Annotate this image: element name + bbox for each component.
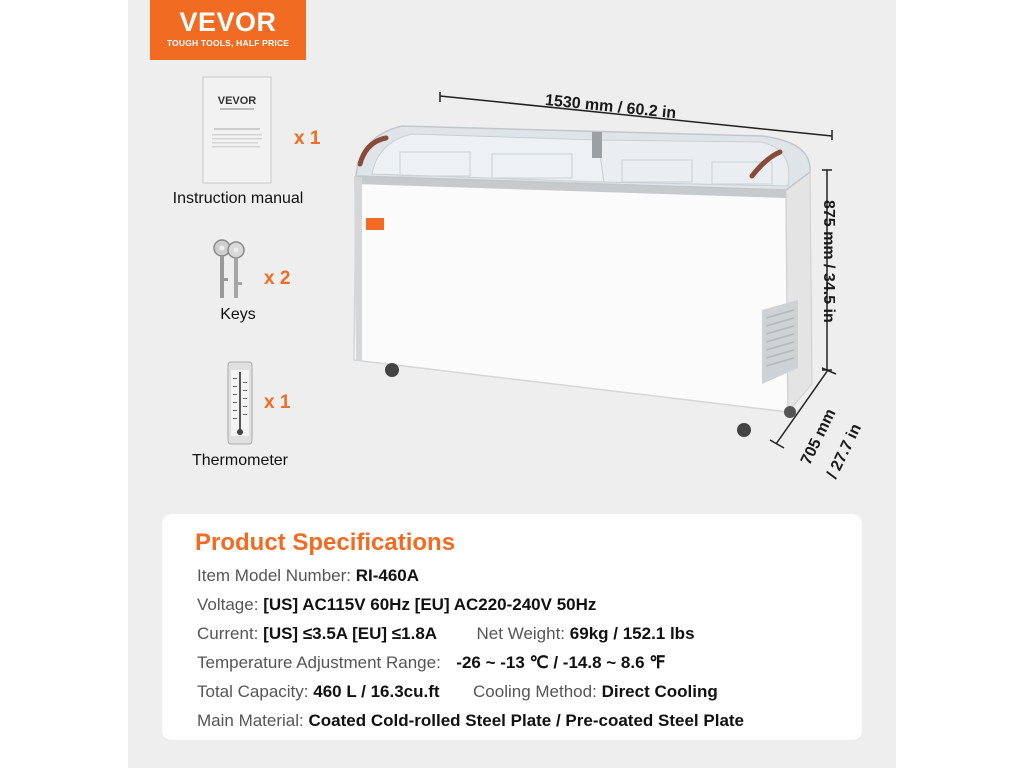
spec-temp-label: Temperature Adjustment Range: xyxy=(197,653,441,672)
spec-model xyxy=(197,566,419,586)
depth-label-mm: 705 mm xyxy=(798,406,840,468)
spec-capacity-value: 460 L / 16.3cu.ft xyxy=(313,682,440,701)
manual-label: Instruction manual xyxy=(172,190,304,207)
height-label: 875 mm / 34.5 in xyxy=(820,200,837,323)
manual-icon xyxy=(202,76,272,184)
spec-current-label: Current: xyxy=(197,624,259,643)
spec-weight-value: 69kg / 152.1 lbs xyxy=(569,624,695,643)
thermometer-icon xyxy=(226,360,254,446)
spec-material-label: Main Material: xyxy=(197,711,304,730)
spec-cooling-value: Direct Cooling xyxy=(601,682,718,701)
spec-temp-value: -26 ~ -13 ℃ / -14.8 ~ 8.6 ℉ xyxy=(456,653,666,672)
spec-voltage xyxy=(197,595,596,615)
brand-logo xyxy=(150,0,306,60)
spec-model-label: Item Model Number: xyxy=(197,566,351,585)
spec-capacity-label: Total Capacity: xyxy=(197,682,309,701)
brand-tagline: TOUGH TOOLS, HALF PRICE xyxy=(166,38,290,48)
manual-brand-text: VEVOR xyxy=(217,95,257,107)
product-panel xyxy=(128,0,896,768)
spec-cooling-label: Cooling Method: xyxy=(473,682,597,701)
spec-weight-label: Net Weight: xyxy=(476,624,566,643)
brand-name: VEVOR xyxy=(179,7,277,37)
spec-model-value: RI-460A xyxy=(355,566,420,585)
spec-voltage-value: [US] AC115V 60Hz [EU] AC220-240V 50Hz xyxy=(263,595,597,614)
keys-qty: x 2 xyxy=(264,268,291,289)
spec-voltage-label: Voltage: xyxy=(197,595,259,614)
freezer-image xyxy=(342,112,842,452)
specifications-title: Product Specifications xyxy=(195,529,456,556)
spec-current-value: [US] ≤3.5A [EU] ≤1.8A xyxy=(263,624,438,643)
thermometer-qty: x 1 xyxy=(264,392,291,413)
spec-capacity-cooling xyxy=(197,682,718,702)
key-icon xyxy=(210,238,250,304)
keys-label: Keys xyxy=(220,306,256,323)
width-label: 1530 mm / 60.2 in xyxy=(544,92,677,123)
spec-current-weight xyxy=(197,624,695,644)
spec-temperature xyxy=(197,653,665,673)
specifications-card xyxy=(162,514,862,740)
spec-material xyxy=(197,711,744,731)
depth-label-in: / 27.7 in xyxy=(824,421,866,482)
manual-qty: x 1 xyxy=(294,128,321,149)
spec-material-value: Coated Cold-rolled Steel Plate / Pre-coated Steel Plate xyxy=(308,711,745,730)
thermometer-label: Thermometer xyxy=(191,452,289,469)
